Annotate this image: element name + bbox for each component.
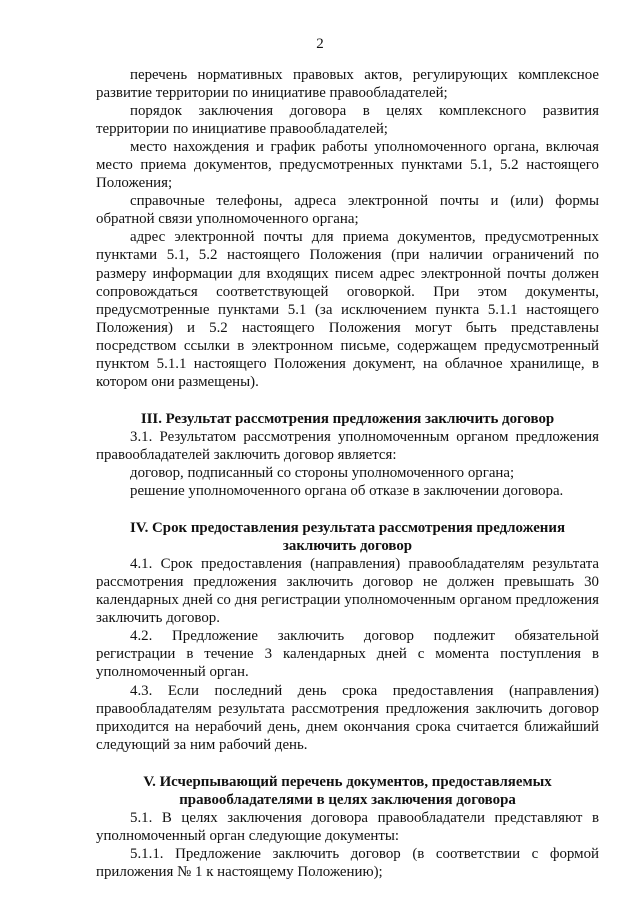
paragraph: 4.3. Если последний день срока предоставления (направления) правообладателям результата рассмотрения предложения заключить договор приходится на нерабочий день, днем окончания срока считается ближайший следующий за ним рабочий день. xyxy=(96,682,599,753)
document-body xyxy=(96,66,599,881)
list-item: договор, подписанный со стороны уполномоченного органа; xyxy=(130,464,515,481)
paragraph: 5.1. В целях заключения договора правообладатели представляют в уполномоченный орган следующие документы: xyxy=(96,809,599,844)
paragraph: 4.1. Срок предоставления (направления) правообладателям результата рассмотрения предложения заключить договор не должен превышать 30 календарных дней со дня регистрации уполномоченным органом предложения заключить договор. xyxy=(96,556,599,627)
list-item: справочные телефоны, адреса электронной почты и (или) формы обратной связи уполномоченного органа; xyxy=(96,193,599,228)
list-item: место нахождения и график работы уполномоченного органа, включая место приема документов, предусмотренных пунктами 5.1, 5.2 настоящего Положения; xyxy=(96,139,599,192)
section-4-heading-line1: IV. Срок предоставления результата рассмотрения предложения xyxy=(129,520,566,537)
section-5-heading-line2: правообладателями в целях заключения договора xyxy=(179,791,516,808)
list-item: перечень нормативных правовых актов, регулирующих комплексное развитие территории по инициативе правообладателей; xyxy=(96,67,599,102)
section-5-heading xyxy=(96,773,599,809)
page-number: 2 xyxy=(316,36,324,52)
list-item: порядок заключения договора в целях комплексного развития территории по инициативе правообладателей; xyxy=(96,103,599,138)
paragraph: 3.1. Результатом рассмотрения уполномоченным органом предложения правообладателей заключить договор является: xyxy=(96,428,599,463)
paragraph: 4.2. Предложение заключить договор подлежит обязательной регистрации в течение 3 календарных дней с момента поступления в уполномоченный орган. xyxy=(96,628,599,681)
list-item: адрес электронной почты для приема документов, предусмотренных пунктами 5.1, 5.2 настоящего Положения (при наличии ограничений по размеру информации для входящих писем адрес электронной почты должен сопровождаться соответствующей оговоркой. При этом документы, предусмотренные пунктами 5.1 (за исключением пункта 5.1.1 настоящего Положения) и 5.2 настоящего Положения могут быть представлены посредством ссылки в электронном письме, содержащем предусмотренный пунктом 5.1.1 настоящего Положения документ, на облачное хранилище, в котором они размещены). xyxy=(96,229,599,390)
list-item: решение уполномоченного органа об отказе в заключении договора. xyxy=(130,483,564,500)
section-4-heading xyxy=(96,519,599,555)
section-3-heading: III. Результат рассмотрения предложения заключить договор xyxy=(140,410,555,427)
paragraph: 5.1.1. Предложение заключить договор (в соответствии с формой приложения № 1 к настоящему Положению); xyxy=(96,845,599,880)
section-4-heading-line2: заключить договор xyxy=(282,538,413,555)
section-5-heading-line1: V. Исчерпывающий перечень документов, предоставляемых xyxy=(143,773,552,790)
